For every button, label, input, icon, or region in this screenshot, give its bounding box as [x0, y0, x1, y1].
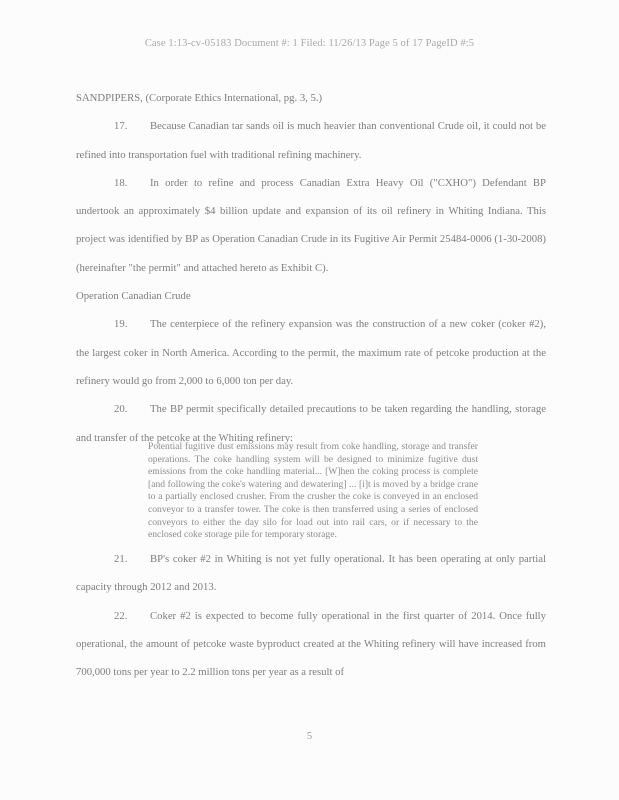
paragraph-text: In order to refine and process Canadian Extra Heavy Oil ("CXHO") Defendant BP undertook an approximately $4 billion update and expansion of its oil refinery in Whiting Indiana. This project was identified by BP as Operation Canadian Crude in its Fugitive Air Permit 25484-0006 (1-30-2008) (hereinafter "the permit" and attached hereto as Exhibit C).	[76, 176, 546, 274]
case-header: Case 1:13-cv-05183 Document #: 1 Filed: 11/26/13 Page 5 of 17 PageID #:5	[144, 38, 475, 49]
paragraph-text: The BP permit specifically detailed precautions to be taken regarding the handling, storage and transfer of the petcoke at the Whiting refinery:	[76, 403, 546, 444]
paragraph-number: 20.	[114, 403, 128, 416]
paragraph-17	[76, 112, 546, 169]
paragraph-22	[76, 602, 546, 687]
paragraph-number: 18.	[114, 176, 128, 189]
paragraph-18	[76, 169, 546, 282]
page-number: 5	[306, 731, 313, 742]
paragraph-text: Because Canadian tar sands oil is much heavier than conventional Crude oil, it could not be refined into transportation fuel with traditional refining machinery.	[76, 120, 546, 161]
document-body-bottom	[76, 545, 546, 686]
paragraph-21	[76, 545, 546, 602]
paragraph-number: 21.	[114, 553, 128, 565]
paragraph-text: BP's coker #2 in Whiting is not yet fully operational. It has been operating at only partial capacity through 2012 and 2013.	[76, 553, 546, 594]
paragraph-number: 22.	[114, 609, 128, 622]
document-body-top	[76, 84, 546, 452]
paragraph-19	[76, 310, 546, 395]
section-heading: Operation Canadian Crude	[76, 290, 191, 303]
block-quote: Potential fugitive dust emissions may result from coke handling, storage and transfer operations. The coke handling system will be designed to minimize fugitive dust emissions from the coke handling material... [W]hen the coking process is complete [and following the coke's watering and dewatering] ... [i]t is moved by a bridge crane to a partially enclosed crusher. From the crusher the coke is conveyed in an enclosed conveyor to a transfer tower. The coke is then transferred using a series of enclosed conveyors to either the day silo for load out into rail cars, or if necessary to the enclosed coke storage pile for temporary storage.	[148, 441, 478, 541]
paragraph-number: 17.	[114, 120, 128, 133]
carryover-line: SANDPIPERS, (Corporate Ethics International, pg. 3, 5.)	[76, 92, 323, 104]
paragraph-number: 19.	[114, 318, 128, 331]
paragraph-text: Coker #2 is expected to become fully operational in the first quarter of 2014. Once fully operational, the amount of petcoke waste byproduct created at the Whiting refinery will have increased from 700,000 tons per year to 2.2 million tons per year as a result of	[76, 609, 546, 679]
paragraph-text: The centerpiece of the refinery expansion was the construction of a new coker (coker #2), the largest coker in North America. According to the permit, the maximum rate of petcoke production at the refinery would go from 2,000 to 6,000 ton per day.	[76, 318, 546, 387]
